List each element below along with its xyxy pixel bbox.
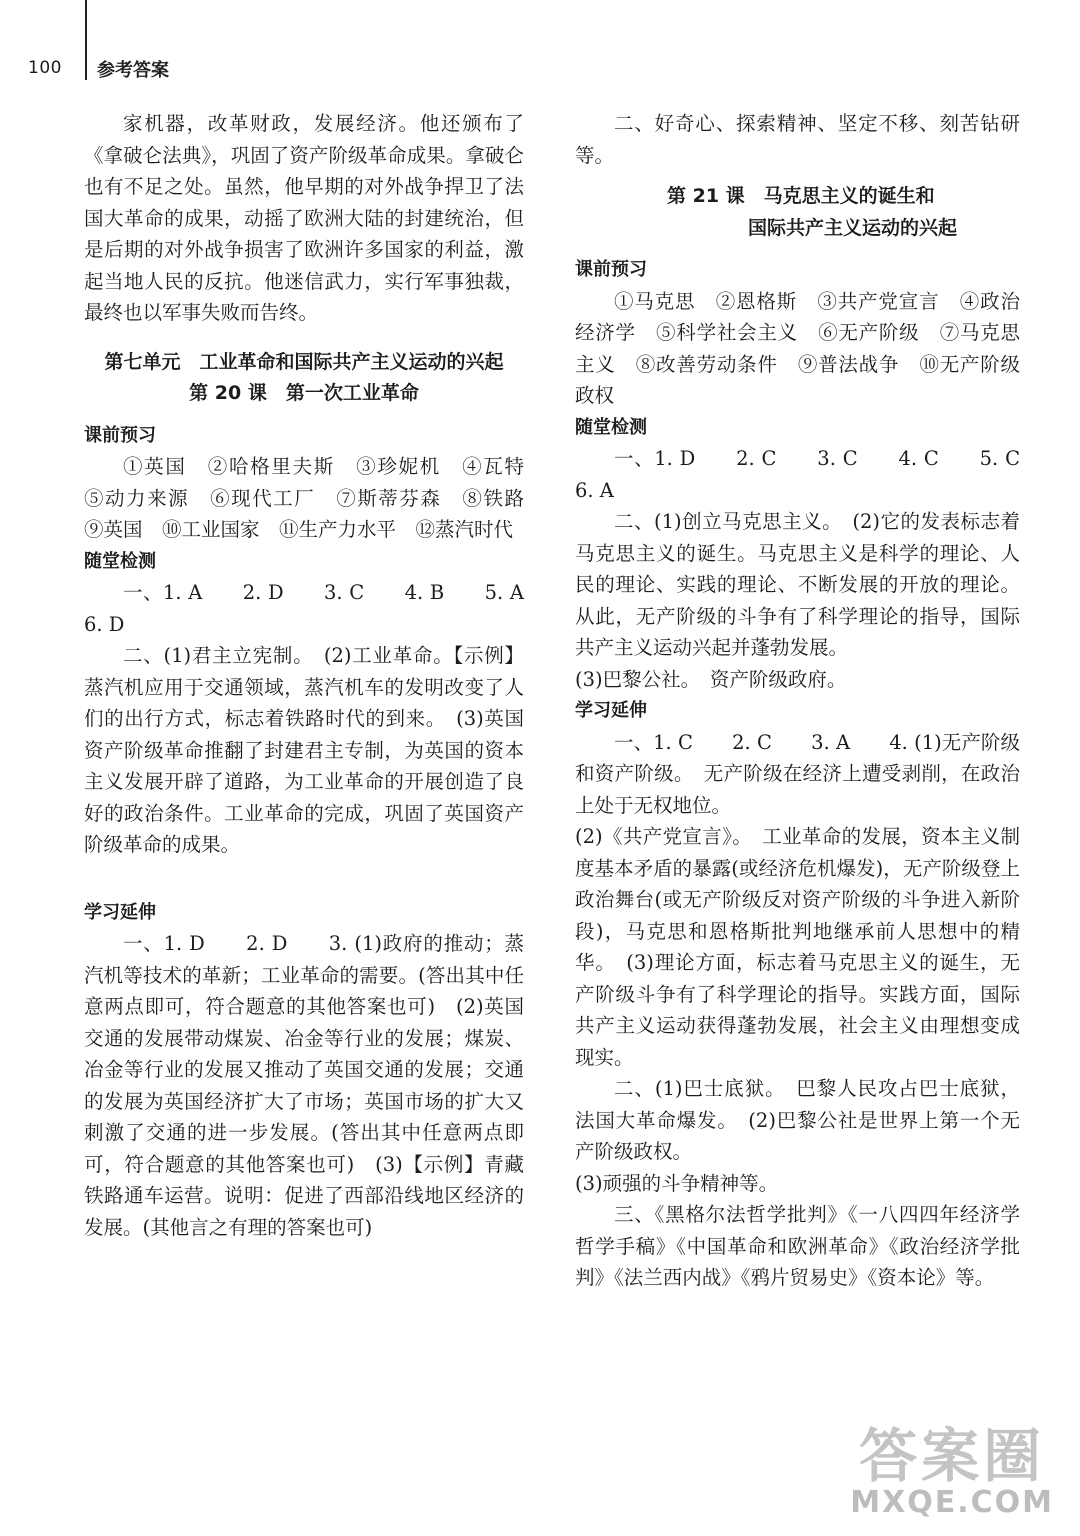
watermark-url: MXQE.COM [850,1485,1054,1520]
extend-answers-1: 一、1. D 2. D 3. (1)政府的推动；蒸汽机等技术的革新；工业革命的需要。(答出其中任意两点即可，符合题意的其他答案也可) (2)英国交通的发展带动煤炭、冶金等行业的发展；煤炭、冶金等行业的发展又推动了英国交通的发展；交通的发展为英国经济扩大了市场；英国市场的扩大又刺激了交通的进一步发展。(答出其中任意两点即可，符合题意的其他答案也可) (3)【示例】青藏铁路通车运营。说明：促进了西部沿线地区经济的发展。(其他言之有理的答案也可) [84,932,524,1239]
extend-answers-3: 三、《黑格尔法哲学批判》《一八四四年经济学哲学手稿》《中国革命和欧洲革命》《政治经济学批判》《法兰西内战》《鸦片贸易史》《资本论》等。 [575,1203,1020,1289]
extend-heading: 学习延伸 [84,901,156,923]
unit-title: 第七单元 工业革命和国际共产主义运动的兴起 [104,350,504,373]
right-column [575,108,1060,1294]
lesson-21-title-line-2: 国际共产主义运动的兴起 [748,216,958,239]
check-heading: 随堂检测 [84,550,156,572]
extend-heading: 学习延伸 [575,700,647,721]
extend-answers-1b: (2)《共产党宣言》。 工业革命的发展，资本主义制度基本矛盾的暴露(或经济危机爆发)，无产阶级登上政治舞台(或无产阶级反对资产阶级的斗争进入新阶段)，马克思和恩格斯批判地继承前人思想中的精华。 (3)理论方面，标志着马克思主义的诞生，无产阶级斗争有了科学理论的指导。实践方面，国际共产主义运动获得蓬勃发展，社会主义由理想变成现实。 [575,825,1020,1069]
check-heading: 随堂检测 [575,416,647,438]
preview-heading: 课前预习 [575,259,647,280]
preview-heading: 课前预习 [84,424,156,446]
header-title: 参考答案 [97,60,169,81]
watermark [850,1422,1054,1520]
lesson-20-title: 第 20 课 第一次工业革命 [189,382,419,404]
extend-answers-2b: (3)顽强的斗争精神等。 [575,1171,779,1195]
check-answers-2: 二、(1)君主立宪制。 (2)工业革命。【示例】蒸汽机应用于交通领域，蒸汽机车的发明改变了人们的出行方式，标志着铁路时代的到来。 (3)英国资产阶级革命推翻了封建君主专制，为英国的资本主义发展开辟了道路，为工业革命的开展创造了良好的政治条件。工业革命的完成，巩固了英国资产阶级革命的成果。 [84,644,524,856]
left-column [84,108,564,1243]
extend-answers-2a: 二、(1)巴士底狱。 巴黎人民攻占巴士底狱，法国大革命爆发。 (2)巴黎公社是世界上第一个无产阶级政权。 [575,1077,1020,1163]
check-answers-1: 一、1. A 2. D 3. C 4. B 5. A 6. D [84,581,564,636]
header-rule [85,0,87,80]
check-answers-2: 二、(1)创立马克思主义。 (2)它的发表标志着马克思主义的诞生。马克思主义是科学的理论、人民的理论、实践的理论、不断发展的开放的理论。从此，无产阶级的斗争有了科学理论的指导，国际共产主义运动兴起并蓬勃发展。 [575,510,1020,659]
preview-answers: ①英国 ②哈格里夫斯 ③珍妮机 ④瓦特 ⑤动力来源 ⑥现代工厂 ⑦斯蒂芬森 ⑧铁路 ⑨英国 ⑩工业国家 ⑪生产力水平 ⑫蒸汽时代 [84,455,544,541]
check-answers-3: (3)巴黎公社。 资产阶级政府。 [575,667,847,691]
previous-answer-line: 二、好奇心、探索精神、坚定不移、刻苦钻研等。 [575,112,1020,167]
check-answers-1: 一、1. D 2. C 3. C 4. C 5. C 6. A [575,447,1060,502]
intro-paragraph: 家机器，改革财政，发展经济。他还颁布了《拿破仑法典》，巩固了资产阶级革命成果。拿破仑也有不足之处。虽然，他早期的对外战争捍卫了法国大革命的成果，动摇了欧洲大陆的封建统治，但是后期的对外战争损害了欧洲许多国家的利益，激起当地人民的反抗。他迷信武力，实行军事独裁，最终也以军事失败而告终。 [84,112,524,324]
preview-answers: ①马克思 ②恩格斯 ③共产党宣言 ④政治经济学 ⑤科学社会主义 ⑥无产阶级 ⑦马克思主义 ⑧改善劳动条件 ⑨普法战争 ⑩无产阶级政权 [575,289,1020,407]
lesson-21-title-line-1: 第 21 课 马克思主义的诞生和 [667,185,935,207]
page-number: 100 [28,58,62,78]
watermark-logo: 答案圈 [859,1422,1046,1490]
extend-answers-1a: 一、1. C 2. C 3. A 4. (1)无产阶级和资产阶级。 无产阶级在经济上遭受剥削，在政治上处于无权地位。 [575,730,1020,817]
